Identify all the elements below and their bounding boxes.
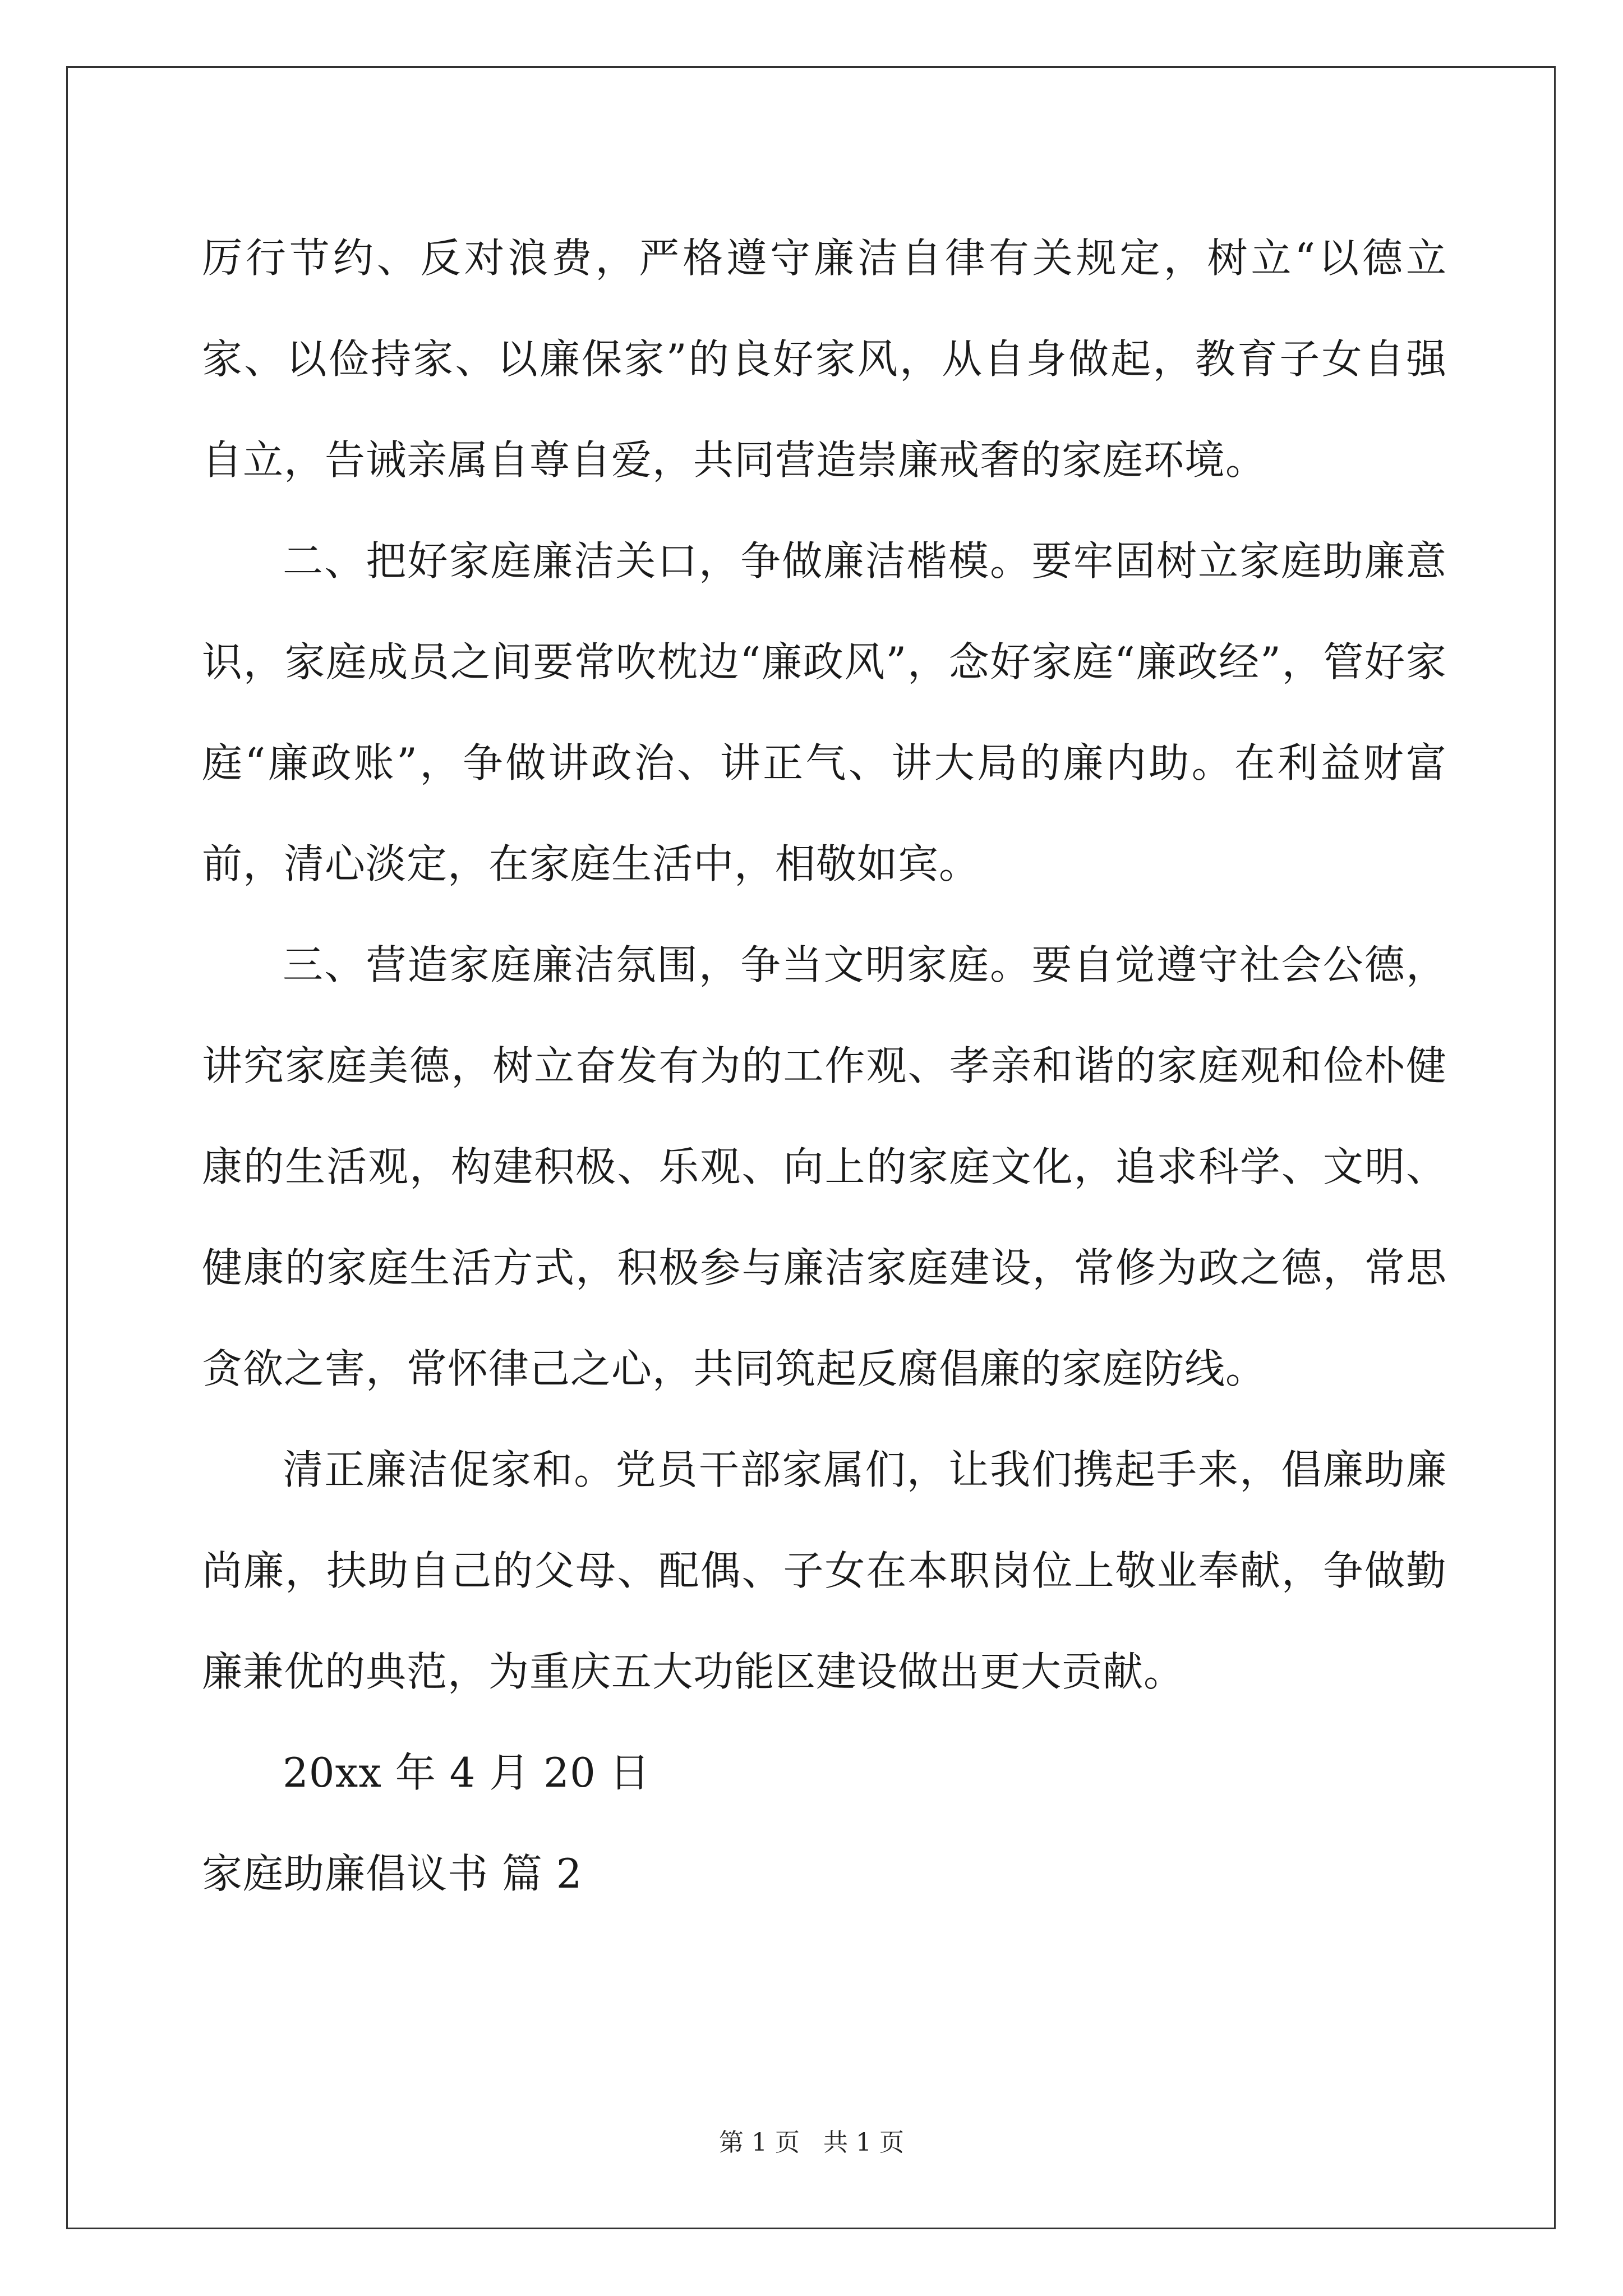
document-body — [202, 208, 1447, 1924]
page-footer — [0, 2126, 1623, 2160]
document-date: 20xx 年 4 月 20 日 — [283, 1749, 651, 1796]
paragraph-2: 二、把好家庭廉洁关口，争做廉洁楷模。要牢固树立家庭助廉意识，家庭成员之间要常吹枕边“廉政风”，念好家庭“廉政经”，管好家庭“廉政账”，争做讲政治、讲正气、讲大局的廉内助。在利益财富前，清心淡定，在家庭生活中，相敬如宾。 — [202, 537, 1447, 887]
next-section-heading: 家庭助廉倡议书 篇 2 — [202, 1850, 583, 1897]
paragraph-3: 三、营造家庭廉洁氛围，争当文明家庭。要自觉遵守社会公德，讲究家庭美德，树立奋发有为的工作观、孝亲和谐的家庭观和俭朴健康的生活观，构建积极、乐观、向上的家庭文化，追求科学、文明、健康的家庭生活方式，积极参与廉洁家庭建设，常修为政之德，常思贪欲之害，常怀律己之心，共同筑起反腐倡廉的家庭防线。 — [202, 941, 1447, 1392]
page-total: 共 1 页 — [823, 2128, 904, 2157]
page-number: 第 1 页 — [719, 2128, 800, 2157]
paragraph-1: 厉行节约、反对浪费，严格遵守廉洁自律有关规定，树立“以德立家、以俭持家、以廉保家”的良好家风，从自身做起，教育子女自强自立，告诫亲属自尊自爱，共同营造崇廉戒奢的家庭环境。 — [202, 234, 1447, 484]
paragraph-4: 清正廉洁促家和。党员干部家属们，让我们携起手来，倡廉助廉尚廉，扶助自己的父母、配偶、子女在本职岗位上敬业奉献，争做勤廉兼优的典范，为重庆五大功能区建设做出更大贡献。 — [202, 1446, 1447, 1695]
